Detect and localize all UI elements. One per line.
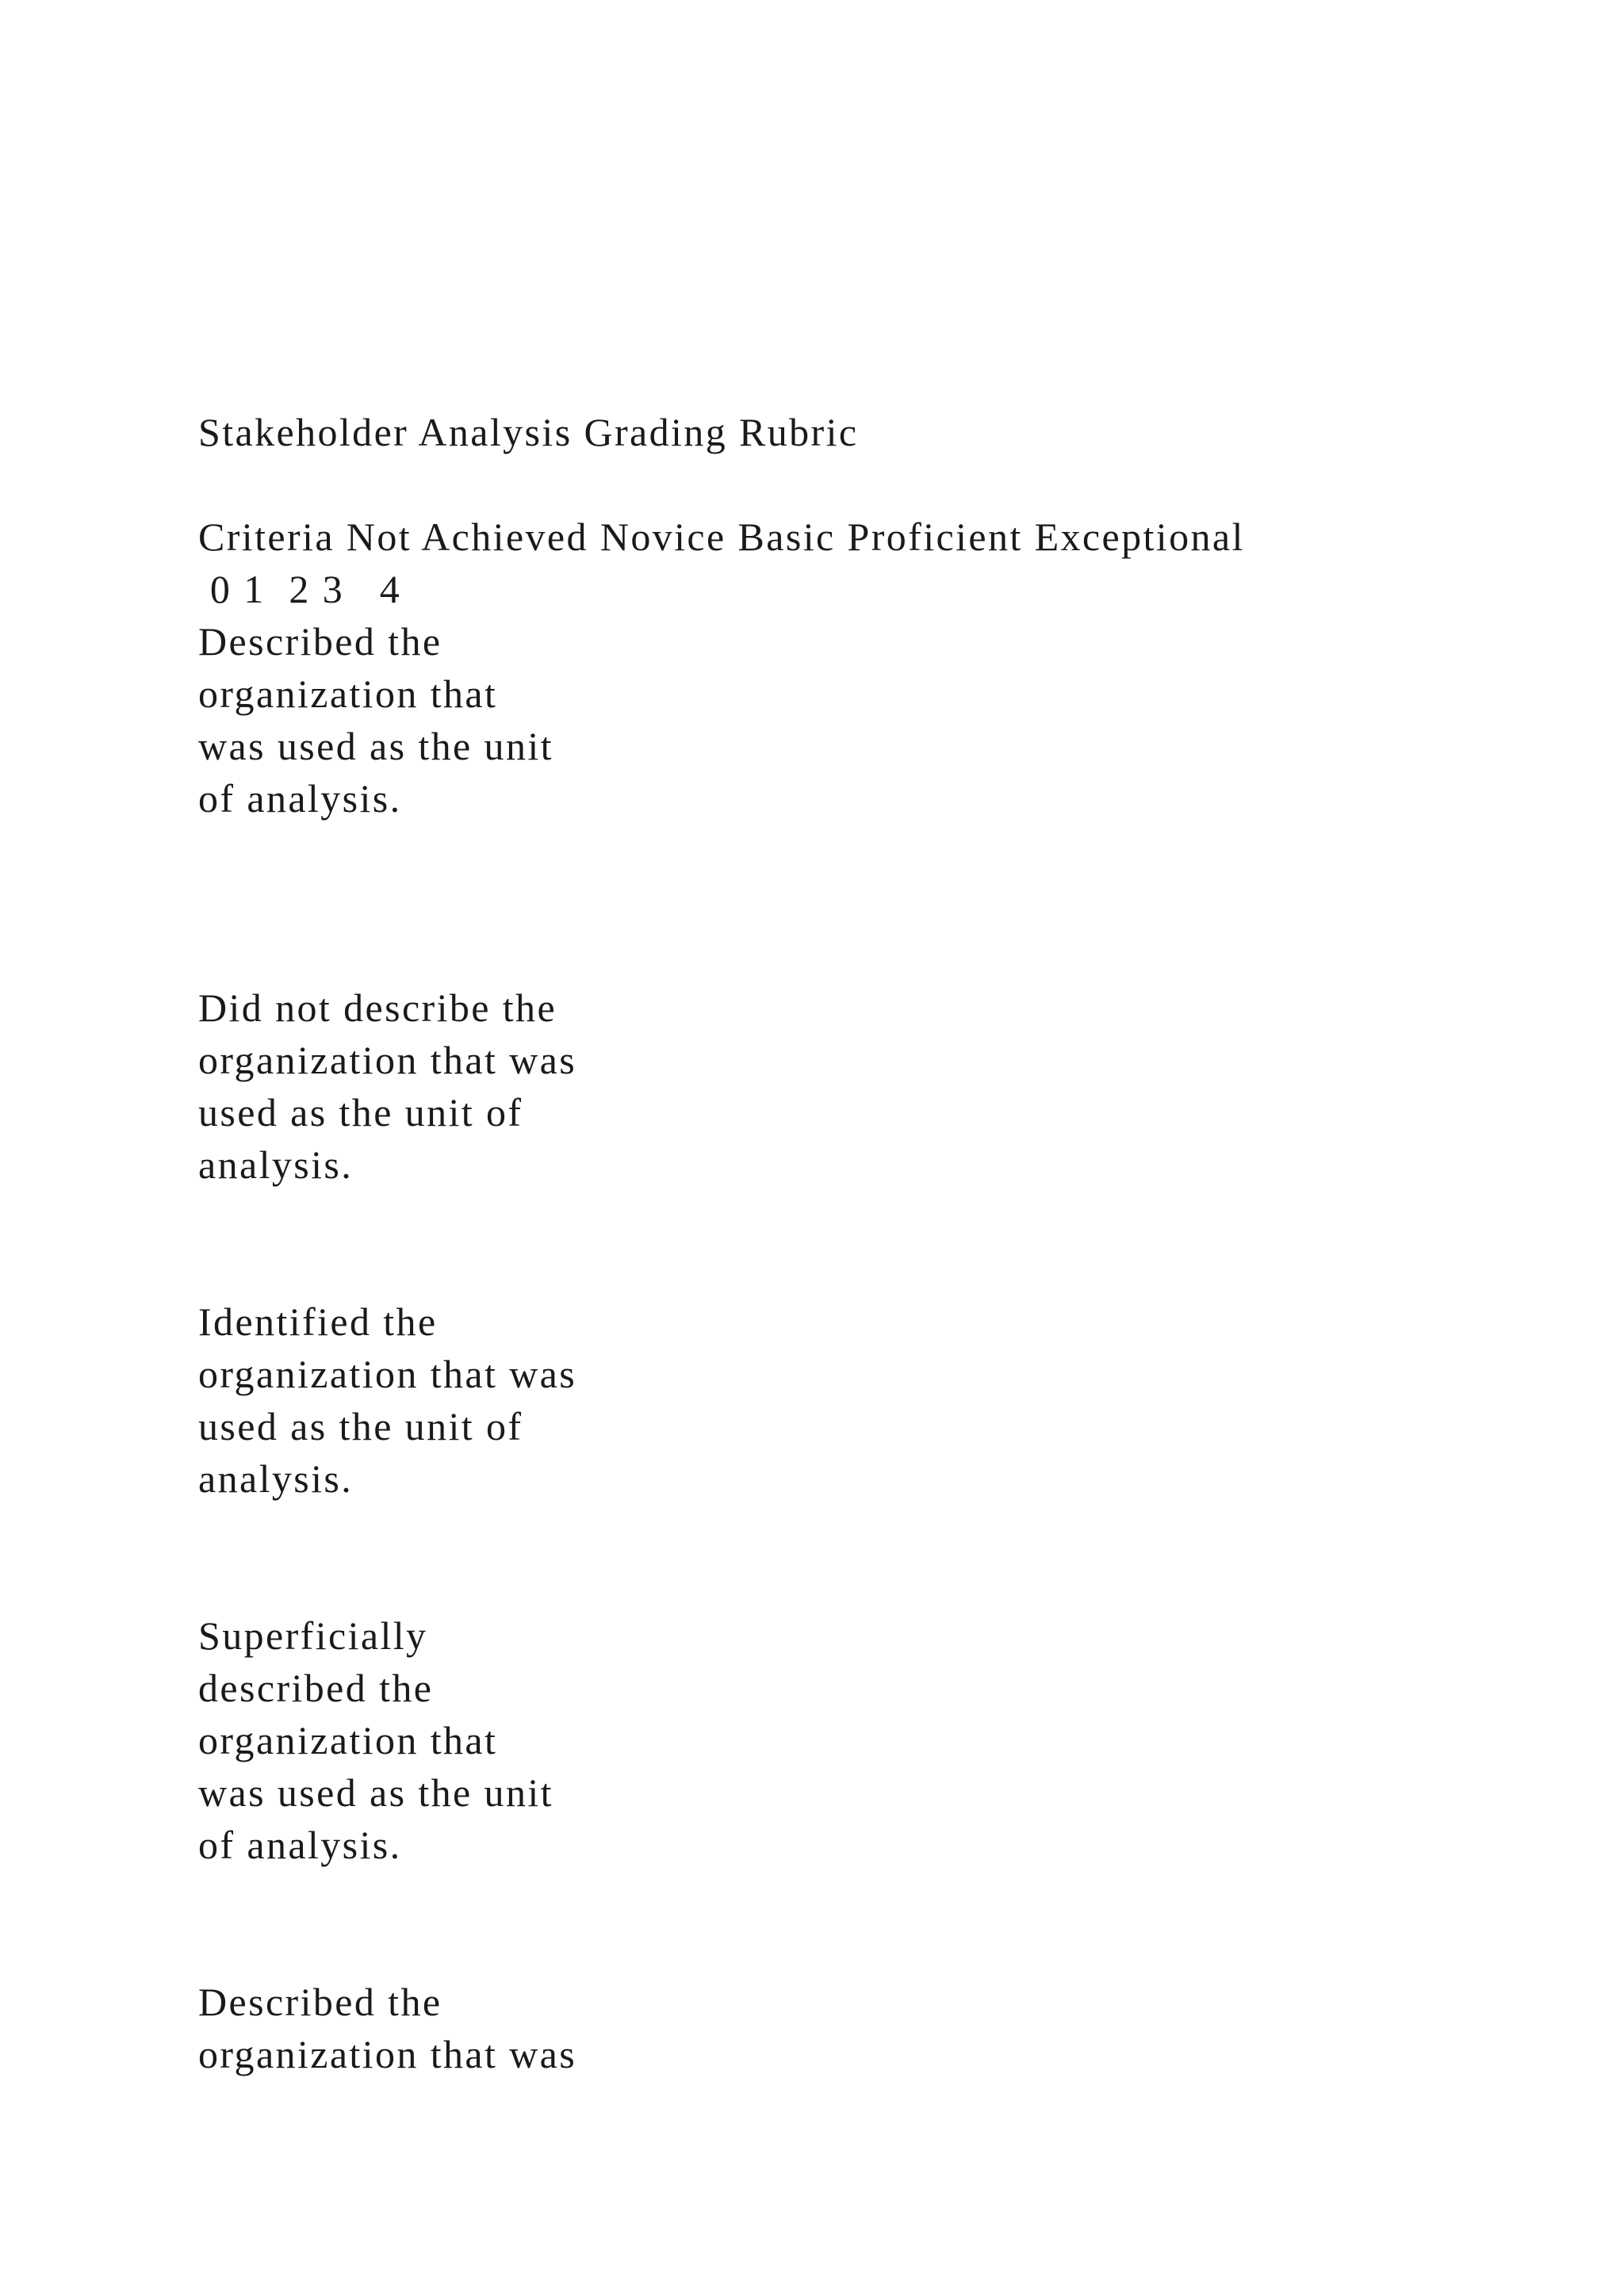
text-line: of analysis. bbox=[198, 1823, 402, 1867]
text-line: was used as the unit bbox=[198, 1770, 553, 1815]
rubric-header-row: Criteria Not Achieved Novice Basic Proficient Exceptional bbox=[198, 515, 1245, 559]
text-line: used as the unit of bbox=[198, 1404, 523, 1448]
text-line: described the bbox=[198, 1666, 434, 1710]
text-line: Superficially bbox=[198, 1613, 428, 1658]
text-line: Described the bbox=[198, 1980, 442, 2024]
text-line: of analysis. bbox=[198, 776, 402, 821]
text-line: analysis. bbox=[198, 1456, 354, 1501]
text-line: Identified the bbox=[198, 1299, 438, 1344]
text-line: organization that was bbox=[198, 1352, 577, 1396]
text-line: used as the unit of bbox=[198, 1090, 523, 1135]
text-line: was used as the unit bbox=[198, 724, 553, 768]
rubric-score-row: 0 1 2 3 4 bbox=[198, 567, 402, 611]
text-line: organization that bbox=[198, 672, 498, 716]
text-line: analysis. bbox=[198, 1142, 354, 1187]
text-line: Did not describe the bbox=[198, 985, 557, 1030]
text-line: organization that was bbox=[198, 1038, 577, 1082]
document-title: Stakeholder Analysis Grading Rubric bbox=[198, 410, 859, 454]
text-line: organization that was bbox=[198, 2032, 577, 2076]
text-line: organization that bbox=[198, 1718, 498, 1762]
text-line: Described the bbox=[198, 619, 442, 664]
